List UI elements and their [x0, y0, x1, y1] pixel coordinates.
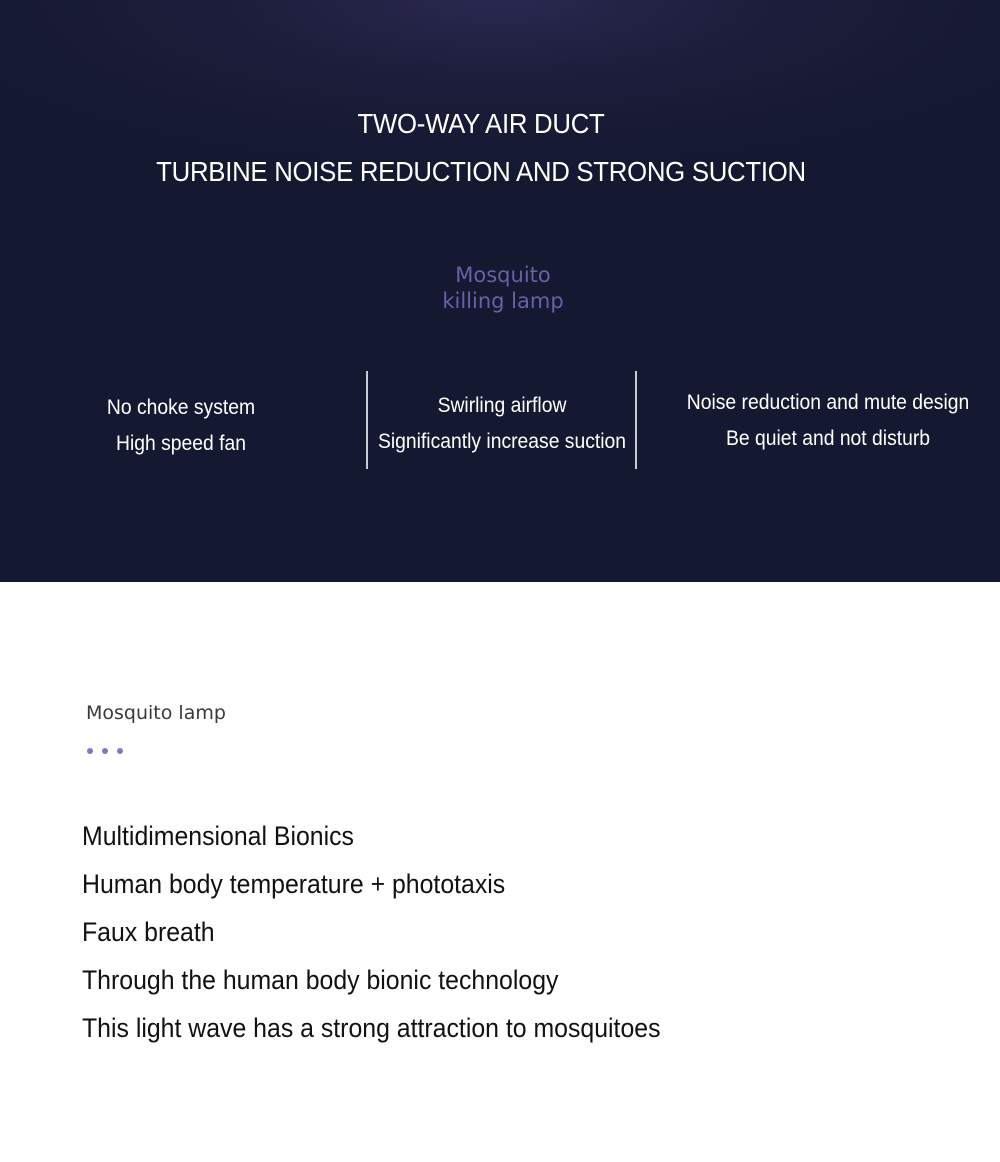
lamp-label	[403, 262, 603, 314]
dots-decoration	[87, 748, 123, 754]
dot-icon	[102, 748, 108, 754]
list-item: This light wave has a strong attraction to mosquitoes	[82, 1013, 661, 1043]
dot-icon	[87, 748, 93, 754]
section-label: Mosquito lamp	[86, 702, 226, 724]
hero-title-line2: TURBINE NOISE REDUCTION AND STRONG SUCTION	[156, 156, 806, 187]
feature-swirling-airflow	[364, 388, 640, 460]
lamp-label-line1: Mosquito	[455, 263, 551, 287]
feature-line2: Significantly increase suction	[377, 430, 627, 453]
feature-no-choke	[66, 390, 296, 462]
hero-title-line1: TWO-WAY AIR DUCT	[357, 108, 605, 139]
feature-divider	[635, 371, 637, 469]
list-item: Multidimensional Bionics	[82, 821, 354, 851]
dot-icon	[117, 748, 123, 754]
feature-line1: Noise reduction and mute design	[686, 391, 970, 414]
list-item: Through the human body bionic technology	[82, 965, 559, 995]
feature-line2: High speed fan	[116, 432, 246, 455]
feature-text-list	[82, 812, 711, 1052]
feature-line1: Swirling airflow	[437, 394, 567, 417]
feature-noise-reduction	[662, 385, 993, 457]
list-item: Human body temperature + phototaxis	[82, 869, 506, 899]
lamp-label-line2: killing lamp	[442, 289, 564, 313]
list-item: Faux breath	[82, 917, 215, 947]
feature-line1: No choke system	[106, 396, 256, 419]
feature-line2: Be quiet and not disturb	[725, 427, 931, 450]
